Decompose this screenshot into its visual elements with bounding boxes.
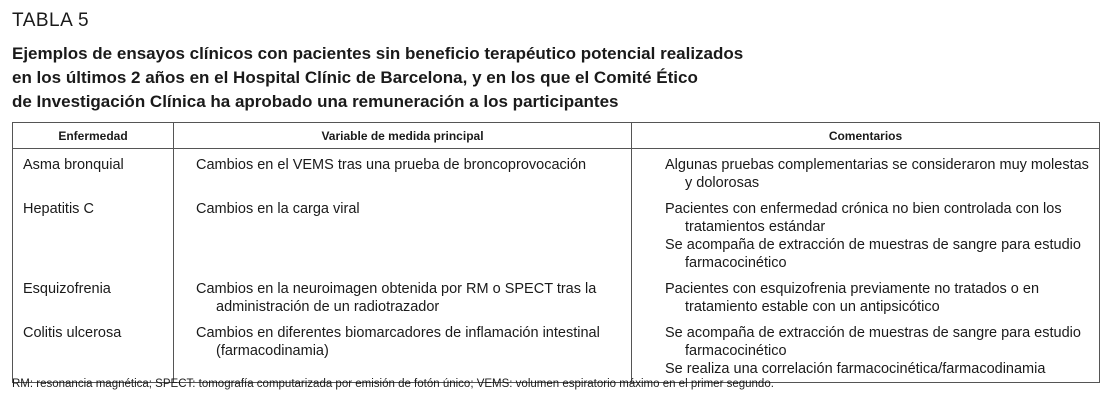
comments-cell xyxy=(632,149,1100,201)
comments-cell xyxy=(632,280,1100,324)
disease-cell: Esquizofrenia xyxy=(13,280,174,324)
disease-cell: Colitis ulcerosa xyxy=(13,324,174,383)
variable-cell xyxy=(174,324,632,383)
table-label: TABLA 5 xyxy=(12,10,90,31)
table-row xyxy=(13,200,1100,280)
header-comentarios: Comentarios xyxy=(632,123,1100,149)
table-header-row xyxy=(13,123,1100,149)
comments-cell xyxy=(632,324,1100,383)
disease-cell: Asma bronquial xyxy=(13,149,174,201)
table-row xyxy=(13,149,1100,201)
table-row xyxy=(13,324,1100,383)
variable-cell xyxy=(174,149,632,201)
disease-cell: Hepatitis C xyxy=(13,200,174,280)
comment-text: Se realiza una correlación farmacocinética/farmacodinamia xyxy=(665,361,1046,377)
caption-line: Ejemplos de ensayos clínicos con pacientes sin beneficio terapéutico potencial realizados xyxy=(12,44,744,63)
variable-text: Cambios en el VEMS tras una prueba de broncoprovocación xyxy=(196,157,587,173)
table-row xyxy=(13,280,1100,324)
variable-cell xyxy=(174,200,632,280)
table-footnote: RM: resonancia magnética; SPECT: tomografía computarizada por emisión de fotón único; VEMS: volumen espiratorio máximo en el primer segundo. xyxy=(12,378,774,390)
variable-text: Cambios en la carga viral xyxy=(196,201,360,217)
comment-text: Pacientes con esquizofrenia previamente no tratados o en tratamiento estable con un antipsicótico xyxy=(665,281,1040,315)
comment-text: Se acompaña de extracción de muestras de sangre para estudio farmacocinético xyxy=(665,325,1081,359)
variable-cell xyxy=(174,280,632,324)
comment-text: Se acompaña de extracción de muestras de sangre para estudio farmacocinético xyxy=(665,237,1081,271)
variable-text: Cambios en diferentes biomarcadores de inflamación intestinal (farmacodinamia) xyxy=(196,325,600,359)
caption-line: de Investigación Clínica ha aprobado una remuneración a los participantes xyxy=(12,92,619,111)
comments-cell xyxy=(632,200,1100,280)
table-caption xyxy=(12,42,1092,114)
header-enfermedad: Enfermedad xyxy=(13,123,174,149)
comment-text: Pacientes con enfermedad crónica no bien controlada con los tratamientos estándar xyxy=(665,201,1062,235)
clinical-trials-table xyxy=(12,122,1100,383)
header-variable: Variable de medida principal xyxy=(174,123,632,149)
caption-line: en los últimos 2 años en el Hospital Clínic de Barcelona, y en los que el Comité Ético xyxy=(12,68,698,87)
variable-text: Cambios en la neuroimagen obtenida por RM o SPECT tras la administración de un radiotrazador xyxy=(196,281,597,315)
comment-text: Algunas pruebas complementarias se consideraron muy molestas y dolorosas xyxy=(665,157,1089,191)
